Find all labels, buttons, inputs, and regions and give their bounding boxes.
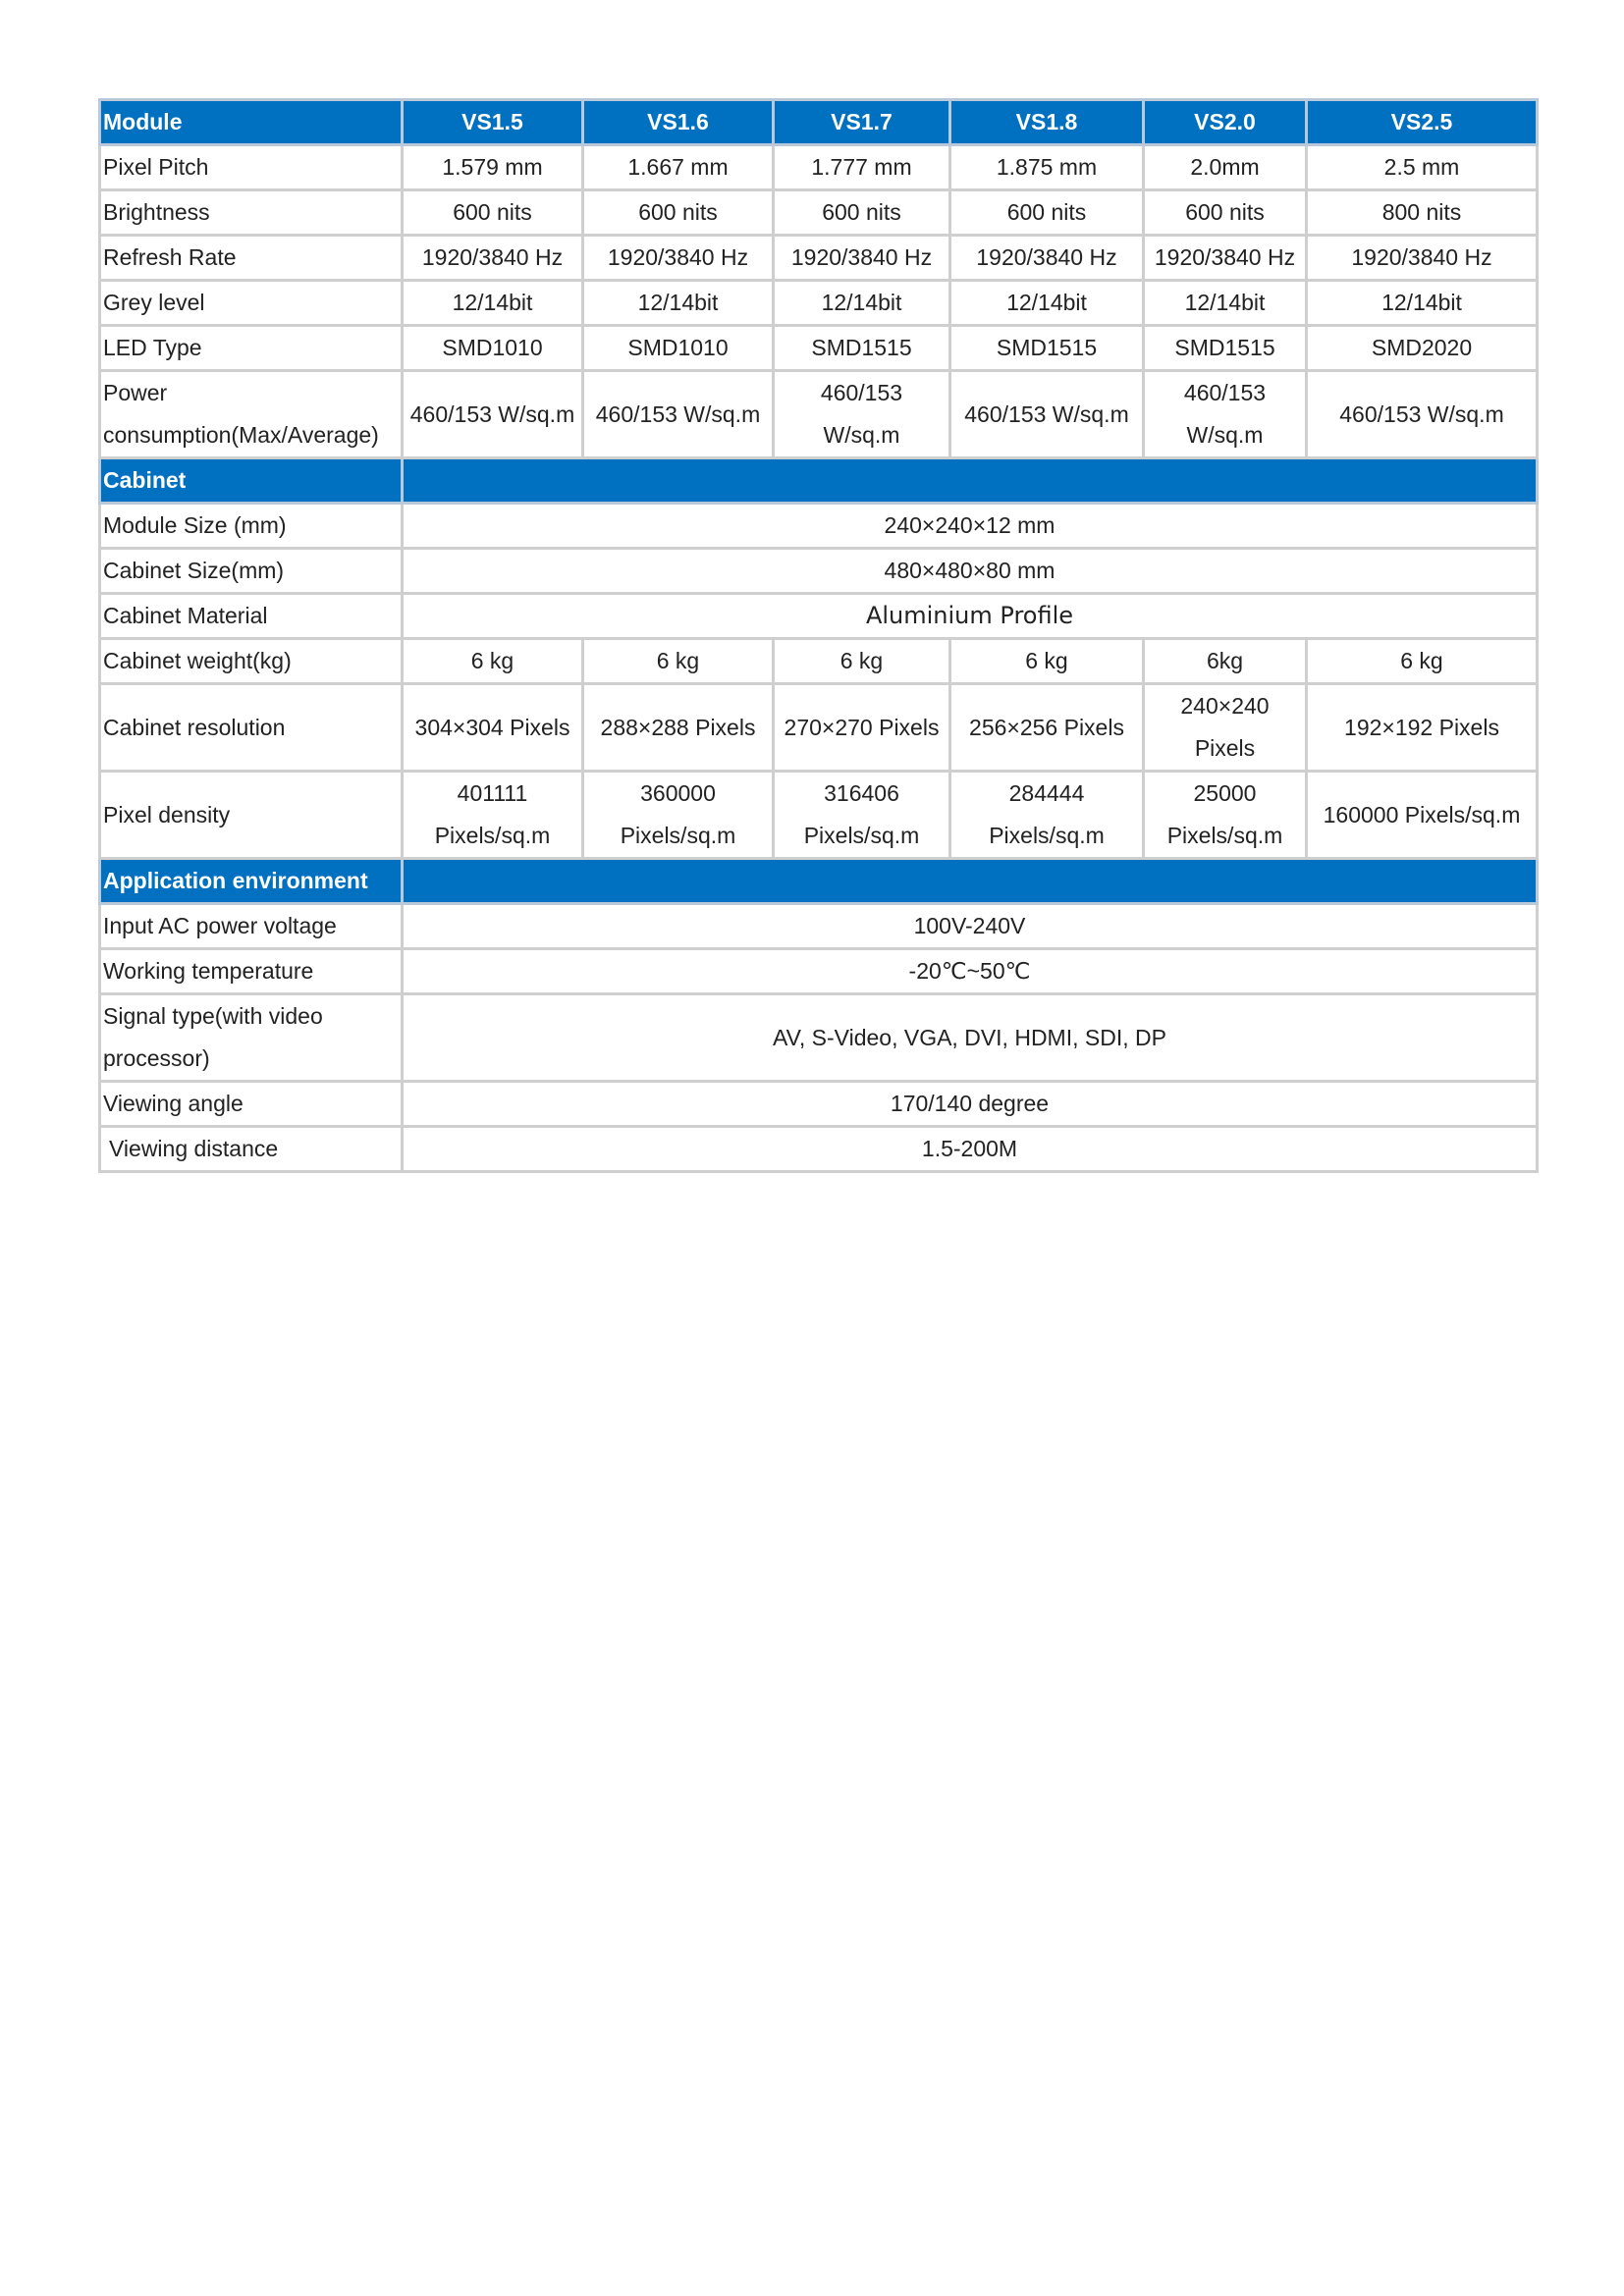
spec-cell: 6 kg	[774, 639, 950, 684]
row-label: Power consumption(Max/Average)	[100, 371, 403, 458]
spec-cell: 12/14bit	[403, 281, 583, 326]
spec-cell: 1920/3840 Hz	[1144, 236, 1307, 281]
spec-cell: 2.0mm	[1144, 145, 1307, 190]
viewing-distance-row	[100, 1127, 1538, 1172]
cabinet-material-row	[100, 594, 1538, 639]
header-model-vs2-5: VS2.5	[1307, 100, 1538, 145]
spec-cell: SMD2020	[1307, 326, 1538, 371]
section-title: Cabinet	[100, 458, 403, 504]
spec-cell: Aluminium Profile	[403, 594, 1538, 639]
header-module-label: Module	[100, 100, 403, 145]
refresh-rate-row	[100, 236, 1538, 281]
spec-cell: 316406 Pixels/sq.m	[774, 772, 950, 859]
row-label: Cabinet resolution	[100, 684, 403, 772]
row-label: Grey level	[100, 281, 403, 326]
spec-cell: 2.5 mm	[1307, 145, 1538, 190]
row-label: Working temperature	[100, 949, 403, 994]
row-label: Cabinet Size(mm)	[100, 549, 403, 594]
row-label: LED Type	[100, 326, 403, 371]
spec-cell: 240×240×12 mm	[403, 504, 1538, 549]
spec-cell: 12/14bit	[1144, 281, 1307, 326]
spec-cell: 800 nits	[1307, 190, 1538, 236]
row-label: Viewing distance	[100, 1127, 403, 1172]
spec-cell: 460/153 W/sq.m	[1307, 371, 1538, 458]
spec-cell: 304×304 Pixels	[403, 684, 583, 772]
spec-cell: 360000 Pixels/sq.m	[583, 772, 774, 859]
spec-cell: 12/14bit	[583, 281, 774, 326]
spec-cell: 600 nits	[1144, 190, 1307, 236]
header-model-vs2-0: VS2.0	[1144, 100, 1307, 145]
spec-cell: 270×270 Pixels	[774, 684, 950, 772]
row-label: Cabinet weight(kg)	[100, 639, 403, 684]
input-voltage-row	[100, 904, 1538, 949]
cabinet-weight-row	[100, 639, 1538, 684]
spec-cell: 460/153 W/sq.m	[950, 371, 1144, 458]
spec-cell: 1.875 mm	[950, 145, 1144, 190]
row-label: Signal type(with video processor)	[100, 994, 403, 1082]
spec-cell: 1920/3840 Hz	[403, 236, 583, 281]
viewing-angle-row	[100, 1082, 1538, 1127]
spec-cell: -20℃~50℃	[403, 949, 1538, 994]
spec-cell: 1.777 mm	[774, 145, 950, 190]
led-type-row	[100, 326, 1538, 371]
section-header-fill	[403, 859, 1538, 904]
row-label: Brightness	[100, 190, 403, 236]
spec-cell: 401111 Pixels/sq.m	[403, 772, 583, 859]
spec-cell: 1920/3840 Hz	[583, 236, 774, 281]
signal-type-row	[100, 994, 1538, 1082]
spec-cell: 170/140 degree	[403, 1082, 1538, 1127]
header-model-vs1-7: VS1.7	[774, 100, 950, 145]
row-label: Input AC power voltage	[100, 904, 403, 949]
spec-cell: SMD1010	[583, 326, 774, 371]
row-label: Cabinet Material	[100, 594, 403, 639]
spec-cell: 256×256 Pixels	[950, 684, 1144, 772]
spec-cell: 1.5-200M	[403, 1127, 1538, 1172]
spec-cell: 12/14bit	[1307, 281, 1538, 326]
spec-cell: 6 kg	[1307, 639, 1538, 684]
row-label: Module Size (mm)	[100, 504, 403, 549]
spec-cell: 12/14bit	[774, 281, 950, 326]
spec-cell: 460/153 W/sq.m	[1144, 371, 1307, 458]
spec-cell: SMD1515	[950, 326, 1144, 371]
grey-level-row	[100, 281, 1538, 326]
module-size-row	[100, 504, 1538, 549]
row-label: Pixel Pitch	[100, 145, 403, 190]
pixel-density-row	[100, 772, 1538, 859]
spec-cell: 6 kg	[583, 639, 774, 684]
row-label: Refresh Rate	[100, 236, 403, 281]
cabinet-resolution-row	[100, 684, 1538, 772]
spec-cell: 12/14bit	[950, 281, 1144, 326]
application-section-header	[100, 859, 1538, 904]
power-consumption-row	[100, 371, 1538, 458]
spec-cell: 6 kg	[403, 639, 583, 684]
spec-cell: 1920/3840 Hz	[774, 236, 950, 281]
spec-cell: 192×192 Pixels	[1307, 684, 1538, 772]
spec-cell: 460/153 W/sq.m	[403, 371, 583, 458]
working-temperature-row	[100, 949, 1538, 994]
row-label: Viewing angle	[100, 1082, 403, 1127]
spec-cell: 240×240 Pixels	[1144, 684, 1307, 772]
spec-cell: 160000 Pixels/sq.m	[1307, 772, 1538, 859]
spec-cell: 460/153 W/sq.m	[583, 371, 774, 458]
spec-cell: 600 nits	[403, 190, 583, 236]
header-model-vs1-6: VS1.6	[583, 100, 774, 145]
row-label: Pixel density	[100, 772, 403, 859]
brightness-row	[100, 190, 1538, 236]
spec-cell: 1.667 mm	[583, 145, 774, 190]
spec-cell: 6 kg	[950, 639, 1144, 684]
spec-cell: 600 nits	[774, 190, 950, 236]
spec-cell: 100V-240V	[403, 904, 1538, 949]
header-row	[100, 100, 1538, 145]
spec-cell: SMD1515	[1144, 326, 1307, 371]
spec-cell: 600 nits	[950, 190, 1144, 236]
section-title: Application environment	[100, 859, 403, 904]
spec-cell: 480×480×80 mm	[403, 549, 1538, 594]
spec-cell: 284444 Pixels/sq.m	[950, 772, 1144, 859]
section-header-fill	[403, 458, 1538, 504]
header-model-vs1-8: VS1.8	[950, 100, 1144, 145]
spec-cell: 460/153 W/sq.m	[774, 371, 950, 458]
spec-cell: 25000 Pixels/sq.m	[1144, 772, 1307, 859]
header-model-vs1-5: VS1.5	[403, 100, 583, 145]
spec-cell: 1.579 mm	[403, 145, 583, 190]
cabinet-size-row	[100, 549, 1538, 594]
spec-cell: 1920/3840 Hz	[950, 236, 1144, 281]
cabinet-section-header	[100, 458, 1538, 504]
spec-cell: AV, S-Video, VGA, DVI, HDMI, SDI, DP	[403, 994, 1538, 1082]
spec-cell: 600 nits	[583, 190, 774, 236]
spec-cell: 288×288 Pixels	[583, 684, 774, 772]
spec-cell: 6kg	[1144, 639, 1307, 684]
spec-cell: SMD1515	[774, 326, 950, 371]
spec-cell: SMD1010	[403, 326, 583, 371]
spec-cell: 1920/3840 Hz	[1307, 236, 1538, 281]
spec-table	[98, 98, 1539, 1173]
pixel-pitch-row	[100, 145, 1538, 190]
